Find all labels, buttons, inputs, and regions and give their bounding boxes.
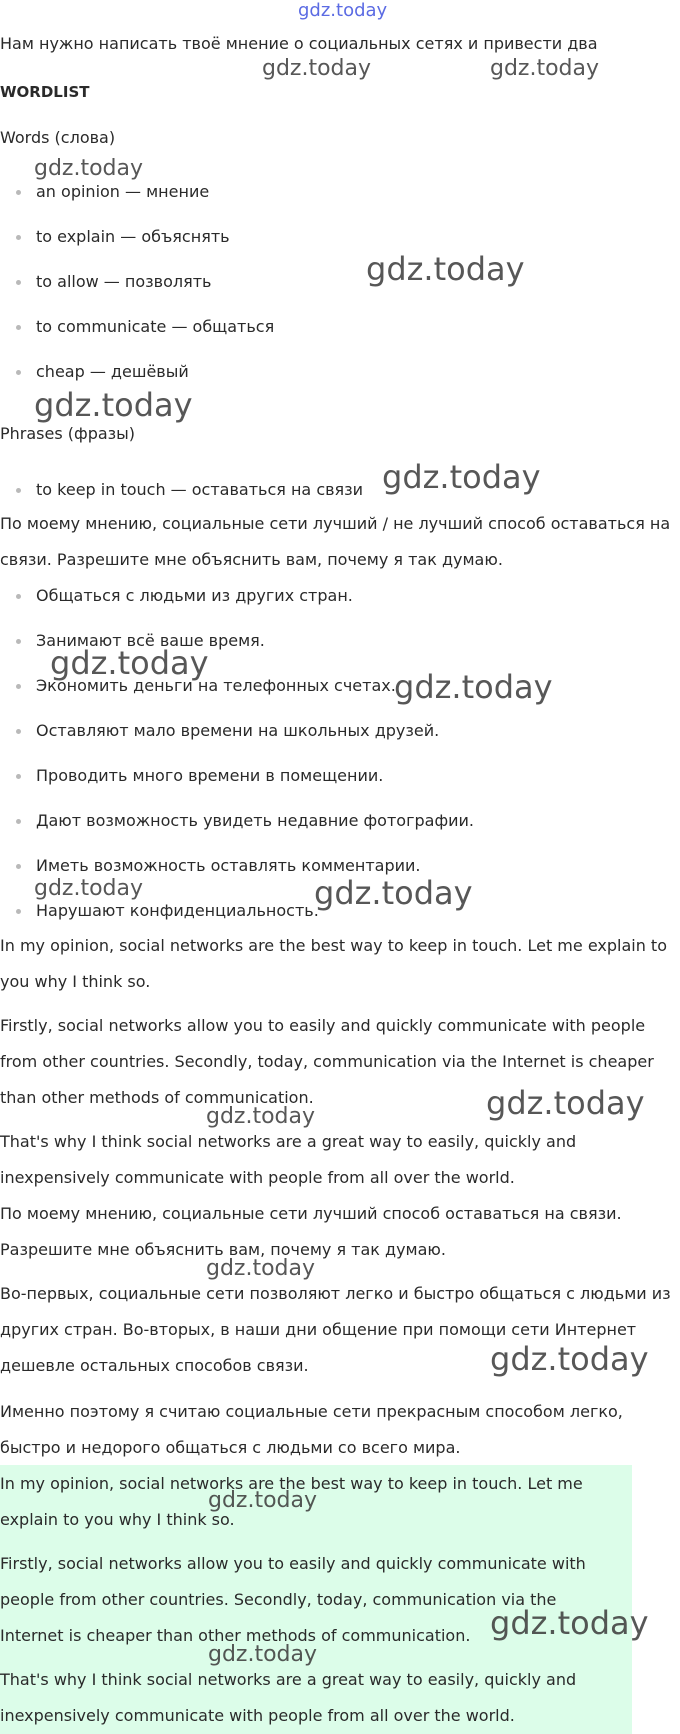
- essay-ru-line: По моему мнению, социальные сети лучший способ оставаться на связи.: [0, 1204, 622, 1223]
- watermark: gdz.today: [394, 668, 553, 706]
- bullet-icon: [16, 684, 21, 689]
- bullet-icon: [16, 774, 21, 779]
- essay-ru-line: Разрешите мне объяснить вам, почему я так думаю.: [0, 1240, 446, 1259]
- list-item: to keep in touch — оставаться на связи: [36, 480, 364, 499]
- list-item: Занимают всё ваше время.: [36, 631, 265, 650]
- bullet-icon: [16, 864, 21, 869]
- watermark: gdz.today: [206, 1104, 316, 1129]
- words-heading: Words (слова): [0, 128, 116, 147]
- list-item: Оставляют мало времени на школьных друзей.: [36, 721, 440, 740]
- list-item: Иметь возможность оставлять комментарии.: [36, 856, 421, 875]
- bullet-icon: [16, 488, 21, 493]
- bullet-icon: [16, 235, 21, 240]
- essay-en-line: than other methods of communication.: [0, 1088, 314, 1107]
- essay-en-line: you why I think so.: [0, 972, 151, 991]
- essay-en-line: That's why I think social networks are a great way to easily, quickly and: [0, 1132, 577, 1151]
- watermark: gdz.today: [206, 1256, 316, 1281]
- watermark: gdz.today: [34, 386, 193, 424]
- essay-ru-line: других стран. Во-вторых, в наши дни общение при помощи сети Интернет: [0, 1320, 637, 1339]
- watermark: gdz.today: [490, 1340, 649, 1378]
- watermark: gdz.today: [490, 1604, 649, 1642]
- bullet-icon: [16, 190, 21, 195]
- list-item: to explain — объяснять: [36, 227, 230, 246]
- task-text: Нам нужно написать твоё мнение о социальных сетях и привести два: [0, 34, 598, 53]
- essay-en-line: inexpensively communicate with people from all over the world.: [0, 1168, 515, 1187]
- essay-box-line: Firstly, social networks allow you to easily and quickly communicate with: [0, 1554, 586, 1573]
- bullet-icon: [16, 909, 21, 914]
- phrases-heading: Phrases (фразы): [0, 424, 136, 443]
- watermark: gdz.today: [382, 458, 541, 496]
- essay-box-line: explain to you why I think so.: [0, 1510, 235, 1529]
- wordlist-heading: WORDLIST: [0, 83, 90, 101]
- essay-box-line: That's why I think social networks are a great way to easily, quickly and: [0, 1670, 577, 1689]
- watermark: gdz.today: [366, 250, 525, 288]
- watermark: gdz.today: [50, 644, 209, 682]
- bullet-icon: [16, 639, 21, 644]
- list-item: Дают возможность увидеть недавние фотографии.: [36, 811, 474, 830]
- list-item: an opinion — мнение: [36, 182, 210, 201]
- watermark: gdz.today: [208, 1642, 318, 1667]
- ru-intro-line: По моему мнению, социальные сети лучший / не лучший способ оставаться на: [0, 514, 671, 533]
- essay-en-line: In my opinion, social networks are the best way to keep in touch. Let me explain to: [0, 936, 667, 955]
- list-item: cheap — дешёвый: [36, 362, 189, 381]
- list-item: Экономить деньги на телефонных счетах.: [36, 676, 396, 695]
- watermark: gdz.today: [490, 56, 600, 81]
- essay-box-line: Internet is cheaper than other methods of communication.: [0, 1626, 471, 1645]
- watermark: gdz.today: [262, 56, 372, 81]
- site-watermark-top: gdz.today: [298, 0, 388, 21]
- list-item: Нарушают конфиденциальность.: [36, 901, 319, 920]
- bullet-icon: [16, 819, 21, 824]
- list-item: to allow — позволять: [36, 272, 212, 291]
- bullet-icon: [16, 280, 21, 285]
- list-item: Общаться с людьми из других стран.: [36, 586, 353, 605]
- ru-intro-line: связи. Разрешите мне объяснить вам, почему я так думаю.: [0, 550, 503, 569]
- watermark: gdz.today: [314, 874, 473, 912]
- essay-box-line: In my opinion, social networks are the best way to keep in touch. Let me: [0, 1474, 583, 1493]
- watermark: gdz.today: [486, 1084, 645, 1122]
- essay-ru-line: Именно поэтому я считаю социальные сети прекрасным способом легко,: [0, 1402, 623, 1421]
- essay-ru-line: Во-первых, социальные сети позволяют легко и быстро общаться с людьми из: [0, 1284, 671, 1303]
- bullet-icon: [16, 594, 21, 599]
- bullet-icon: [16, 729, 21, 734]
- list-item: Проводить много времени в помещении.: [36, 766, 384, 785]
- list-item: to communicate — общаться: [36, 317, 275, 336]
- watermark: gdz.today: [34, 156, 144, 181]
- watermark: gdz.today: [208, 1488, 318, 1513]
- essay-ru-line: быстро и недорого общаться с людьми со всего мира.: [0, 1438, 461, 1457]
- essay-ru-line: дешевле остальных способов связи.: [0, 1356, 309, 1375]
- essay-en-line: from other countries. Secondly, today, communication via the Internet is cheaper: [0, 1052, 654, 1071]
- bullet-icon: [16, 325, 21, 330]
- watermark: gdz.today: [34, 876, 144, 901]
- essay-box-line: people from other countries. Secondly, today, communication via the: [0, 1590, 557, 1609]
- essay-en-line: Firstly, social networks allow you to easily and quickly communicate with people: [0, 1016, 646, 1035]
- essay-box-line: inexpensively communicate with people from all over the world.: [0, 1706, 515, 1725]
- bullet-icon: [16, 370, 21, 375]
